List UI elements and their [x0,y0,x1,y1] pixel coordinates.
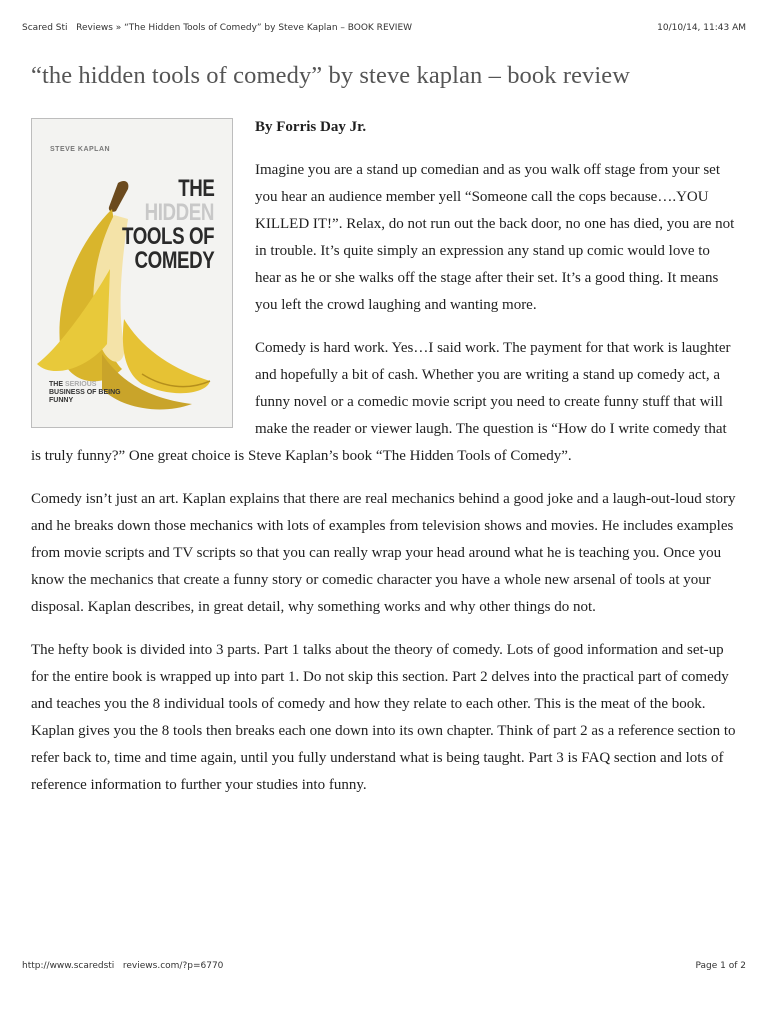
article-paragraph: Comedy isn’t just an art. Kaplan explains that there are real mechanics behind a good joke and a laugh-out-loud story and he breaks down those mechanics with lots of examples from television shows and movies. He includes examples from movie scripts and TV scripts so that you can really wrap your head around what he is teaching you. Once you know the mechanics that create a funny story or comedic character you have a whole new arsenal of tools at your disposal. Kaplan describes, in great detail, why something works and why other things do not. [31,491,736,615]
book-cover-image [31,118,233,428]
cover-author: STEVE KAPLAN [50,146,111,153]
cover-title-line: COMEDY [134,247,214,274]
article-paragraph: The hefty book is divided into 3 parts. Part 1 talks about the theory of comedy. Lots of good information and set-up for the entire book is wrapped up into part 1. Do not skip this section. Part 2 delves into the practical part of comedy and teaches you the 8 individual tools of comedy and how they relate to each other. This is the meat of the book. Kaplan gives you the 8 tools then breaks each one down into its own chapter. Think of part 2 as a reference section to refer back to, time and time again, until you fully understand what is being taught. Part 3 is FAQ section and lots of reference information to further your studies into funny. [31,642,736,793]
page-number: Page 1 of 2 [695,961,746,971]
article-body [31,118,738,815]
article-title: “the hidden tools of comedy” by steve kaplan – book review [31,62,631,89]
article-paragraph: Imagine you are a stand up comedian and as you walk off stage from your set you hear an audience member yell “Someone call the cops because….YOU KILLED IT!”. Relax, do not run out the back door, no one has died, you are not in trouble. It’s quite simply an expression any stand up comic would love to hear as he or she walks off the stage after their set. It’s a good thing. It means you left the crowd laughing and wanting more. [255,162,735,313]
cover-title-line: TOOLS OF [121,223,214,250]
article-byline: By Forris Day Jr. [255,119,367,135]
page-url-link[interactable]: http://www.scaredsti reviews.com/?p=6770 [22,961,224,971]
cover-subtitle: THE SERIOUS BUSINESS OF BEING FUNNY [49,381,121,404]
page-breadcrumb: Scared Sti Reviews » “The Hidden Tools of Comedy” by Steve Kaplan – BOOK REVIEW [22,23,413,33]
cover-title-line: THE [177,175,214,202]
print-timestamp: 10/10/14, 11:43 AM [657,23,746,33]
cover-title-line: HIDDEN [144,199,214,226]
article-paragraph: Comedy is hard work. Yes…I said work. The payment for that work is laughter and hopefully a bit of cash. Whether you are writing a stand up comedy act, a funny novel or a comedic movie script you need to create funny stuff that will make the reader or viewer laugh. The question is “How do I write comedy that is truly funny?” One great choice is Steve Kaplan’s book “The Hidden Tools of Comedy”. [31,340,731,464]
